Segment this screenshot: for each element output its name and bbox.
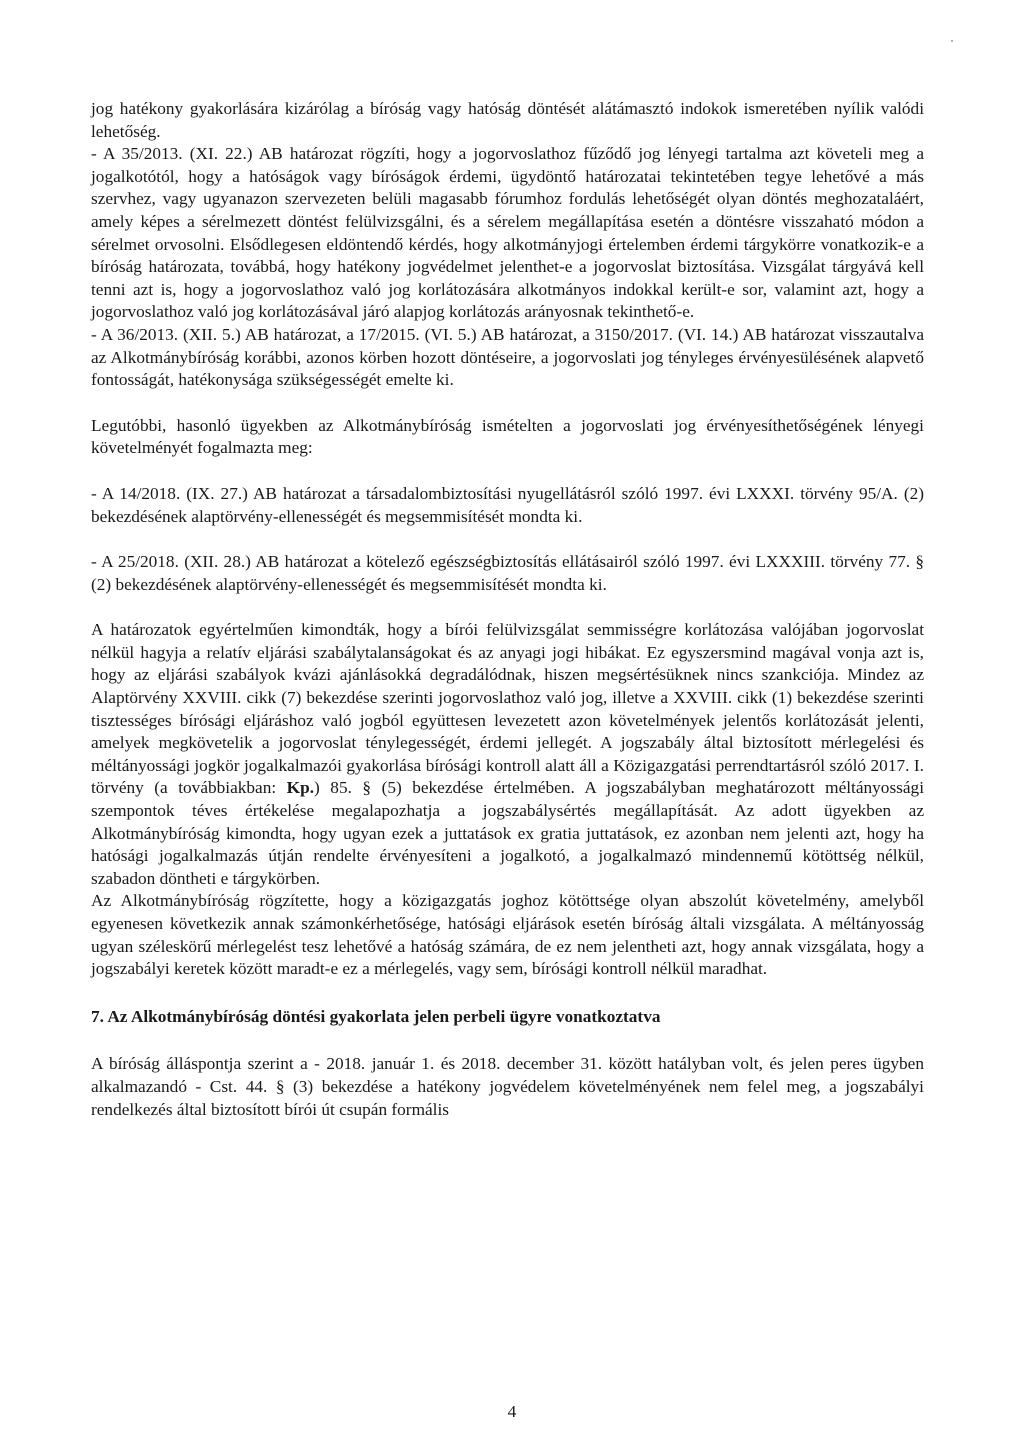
paragraph-court-position: A bíróság álláspontja szerint a - 2018. január 1. és 2018. december 31. között hatályban volt, és jelen peres ügyben alkalmazandó - Cst. 44. § (3) bekezdése a hatékony jogvédelem követelményének nem felel meg, a jogszabályi rendelkezés által biztosított bírói út csupán formális bbox=[91, 1054, 924, 1119]
section-heading: 7. Az Alkotmánybíróság döntési gyakorlata jelen perbeli ügyre vonatkoztatva bbox=[91, 1006, 661, 1026]
paragraph-ab-35-2013: - A 35/2013. (XI. 22.) AB határozat rögzíti, hogy a jogorvoslathoz fűződő jog lényegi tartalma azt követeli meg a jogalkotótól, hogy a hatóságok vagy bíróságok érdemi, ügydöntő határozatai tekintetében tegye lehetővé a más szervhez, vagy ugyanazon szervezeten belüli magasabb fórumhoz fordulás lehetőségét olyan döntés meghozataláért, amely képes a sérelmezett döntést felülvizsgálni, és a sérelem megállapítása esetén a döntésre visszaható módon a sérelmet orvosolni. Elsődlegesen eldöntendő kérdés, hogy alkotmányjogi értelemben érdemi tárgykörre vonatkozik-e a bíróság határozata, továbbá, hogy hatékony jogvédelmet jelenthet-e a jogorvoslat biztosítása. Vizsgálat tárgyává kell tenni azt is, hogy a jogorvoslathoz való jog korlátozására alkotmányos indokkal került-e sor, valamint azt, hogy a jogorvoslathoz való jog korlátozásával járó alapjog korlátozás arányosnak tekinthető-e. bbox=[91, 144, 924, 322]
scan-speck bbox=[951, 40, 953, 42]
paragraph-decisions bbox=[91, 619, 924, 890]
document-body bbox=[91, 98, 924, 1121]
paragraph-administration: Az Alkotmánybíróság rögzítette, hogy a közigazgatás joghoz kötöttsége olyan abszolút követelmény, amelyből egyenesen következik annak számonkérhetősége, hatósági eljárások esetén bíróság általi vizsgálata. A méltányosság ugyan széleskörű mérlegelést tesz lehetővé a hatóság számára, de ez nem jelentheti azt, hogy annak vizsgálata, hogy a jogszabályi keretek között maradt-e ez a mérlegelés, vagy sem, bírósági kontroll nélkül maradhat. bbox=[91, 891, 924, 979]
paragraph-decisions-part1: A határozatok egyértelműen kimondták, hogy a bírói felülvizsgálat semmisségre korlátozása valójában jogorvoslat nélkül hagyja a relatív eljárási szabálytalanságokat és az anyagi jogi hibákat. Ez egyszersmind magával vonja azt is, hogy az eljárási szabályok kvázi ajánlásokká degradálódnak, hiszen megsértésüknek nincs szankciója. Mindez az Alaptörvény XXVIII. cikk (7) bekezdése szerinti jogorvoslathoz való jog, illetve a XXVIII. cikk (1) bekezdése szerinti tisztességes bírósági eljáráshoz való jogból együttesen levezetett azon követelmények jelentős korlátozását jelenti, amelyek megkövetelik a jogorvoslat ténylegességét, érdemi jellegét. A jogszabály által biztosított mérlegelési és méltányossági jogkör jogalkalmazói gyakorlása bírósági kontroll alatt áll a Közigazgatási perrendtartásról szóló 2017. I. törvény (a továbbiakban: bbox=[91, 620, 924, 798]
paragraph-ab-36-2013: - A 36/2013. (XII. 5.) AB határozat, a 17/2015. (VI. 5.) AB határozat, a 3150/2017. (VI. 14.) AB határozat visszautalva az Alkotmánybíróság korábbi, azonos körben hozott döntéseire, a jogorvoslati jog tényleges érvényesülésének alapvető fontosságát, hatékonysága szükségességét emelte ki. bbox=[91, 324, 924, 390]
paragraph-ab-25-2018: - A 25/2018. (XII. 28.) AB határozat a kötelező egészségbiztosítás ellátásairól szóló 1997. évi LXXXIII. törvény 77. § (2) bekezdésének alaptörvény-ellenességét és megsemmisítését mondta ki. bbox=[91, 552, 924, 594]
kp-abbreviation: Kp. bbox=[286, 778, 315, 798]
page-number: 4 bbox=[507, 1402, 517, 1421]
paragraph-recent-cases: Legutóbbi, hasonló ügyekben az Alkotmánybíróság ismételten a jogorvoslati jog érvényesíthetőségének lényegi követelményét fogalmazta meg: bbox=[91, 415, 924, 458]
paragraph-ab-14-2018: - A 14/2018. (IX. 27.) AB határozat a társadalombiztosítási nyugellátásról szóló 1997. évi LXXXI. törvény 95/A. (2) bekezdésének alaptörvény-ellenességét és megsemmisítését mondta ki. bbox=[91, 483, 924, 526]
paragraph-continued: jog hatékony gyakorlására kizárólag a bíróság vagy hatóság döntését alátámasztó indokok ismeretében nyílik valódi lehetőség. bbox=[91, 99, 924, 141]
paragraph-decisions-part2: ) 85. § (5) bekezdése értelmében. A jogszabályban meghatározott méltányossági szempontok téves értékelése megalapozhatja a jogszabálysértés megállapítását. Az adott ügyekben az Alkotmánybíróság kimondta, hogy ugyan ezek a juttatások ex gratia juttatások, ez azonban nem jelenti azt, hogy ha hatósági jogalkalmazás útján rendelte érvényesíteni a jogalkotó, a jogalkalmazó mindennemű kötöttség nélkül, szabadon döntheti e tárgykörben. bbox=[91, 778, 925, 888]
